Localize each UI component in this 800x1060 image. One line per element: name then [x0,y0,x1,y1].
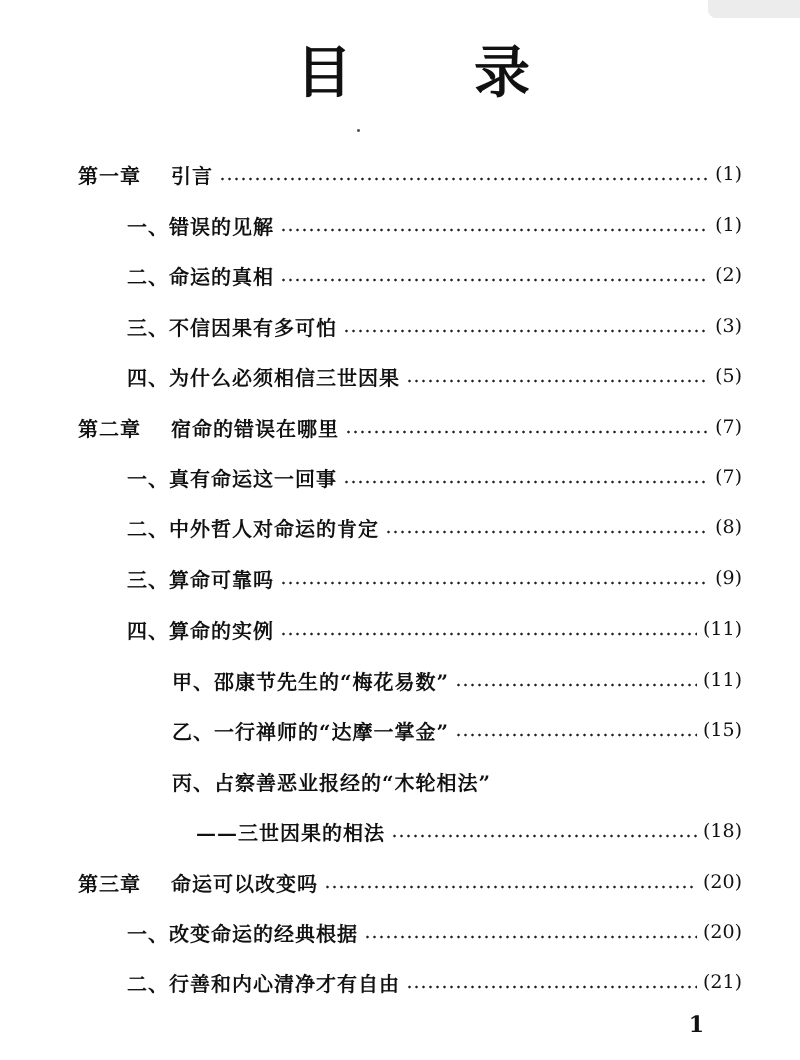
entry-text: 三、算命可靠吗 [127,567,274,592]
entry-text: 一、真有命运这一回事 [127,466,337,491]
leader-dots [280,632,697,636]
toc-entry [172,758,742,804]
leader-dots [219,177,709,181]
toc-entry-chapter-3 [78,859,742,905]
leader-dots [280,228,709,232]
entry-page: (7) [715,416,742,438]
entry-text: 丙、占察善恶业报经的“木轮相法” [172,770,492,795]
leader-dots [280,581,709,585]
leader-dots [280,278,709,282]
entry-page: (8) [715,516,742,538]
entry-text: 四、为什么必须相信三世因果 [127,365,400,390]
toc-entry-chapter-2 [78,404,742,450]
toc-entry [127,303,742,349]
entry-page: (7) [715,466,742,488]
page-title [0,38,800,108]
toc-entry-chapter-1 [78,151,742,197]
entry-text: 甲、邵康节先生的“梅花易数” [172,669,450,694]
leader-dots [391,834,697,838]
toc-entry [196,808,742,854]
toc-entry [172,707,742,753]
toc-entry [127,252,742,298]
entry-page: (1) [715,214,742,236]
leader-dots [343,480,709,484]
toc-entry [127,504,742,550]
leader-dots [324,885,697,889]
entry-text: 引言 [171,163,213,188]
toc-entry [127,353,742,399]
toc-entry [127,606,742,652]
entry-text: 三、不信因果有多可怕 [127,315,337,340]
entry-page: (11) [702,669,742,691]
entry-page: (21) [702,971,742,993]
entry-page: (18) [702,820,742,842]
entry-page: (1) [715,163,742,185]
entry-text: 一、改变命运的经典根据 [127,921,358,946]
leader-dots [406,985,697,989]
entry-page: (9) [715,567,742,589]
chapter-label: 第三章 [78,871,141,896]
entry-page: (11) [702,618,742,640]
chapter-label: 第一章 [78,163,141,188]
toc-entry [127,555,742,601]
leader-dots [343,329,709,333]
entry-page: (15) [702,719,742,741]
toc-entry [127,909,742,955]
title-char-1: 目 [296,40,352,106]
chapter-label: 第二章 [78,416,141,441]
toc-entry [127,959,742,1005]
entry-page: (20) [702,921,742,943]
corner-shadow [708,0,800,18]
entry-text: 乙、一行禅师的“达摩一掌金” [172,719,450,744]
leader-dots [385,530,709,534]
entry-page: (5) [715,365,742,387]
toc-entry [172,657,742,703]
leader-dots [364,935,697,939]
entry-text: 命运可以改变吗 [171,871,318,896]
entry-page: (20) [702,871,742,893]
ink-speck [357,129,360,132]
entry-page: (3) [715,315,742,337]
entry-text: 一、错误的见解 [127,214,274,239]
entry-text: 二、中外哲人对命运的肯定 [127,516,379,541]
leader-dots [455,733,697,737]
entry-text: 二、行善和内心清净才有自由 [127,971,400,996]
toc-entry [127,202,742,248]
leader-dots [345,430,709,434]
entry-page: (2) [715,264,742,286]
entry-text: 四、算命的实例 [127,618,274,643]
leader-dots [455,683,697,687]
leader-dots [406,379,709,383]
page-number: 1 [688,1012,704,1038]
title-char-2: 录 [474,40,530,106]
entry-text: 二、命运的真相 [127,264,274,289]
entry-text: ——三世因果的相法 [196,820,385,845]
entry-text: 宿命的错误在哪里 [171,416,339,441]
toc-entry [127,454,742,500]
